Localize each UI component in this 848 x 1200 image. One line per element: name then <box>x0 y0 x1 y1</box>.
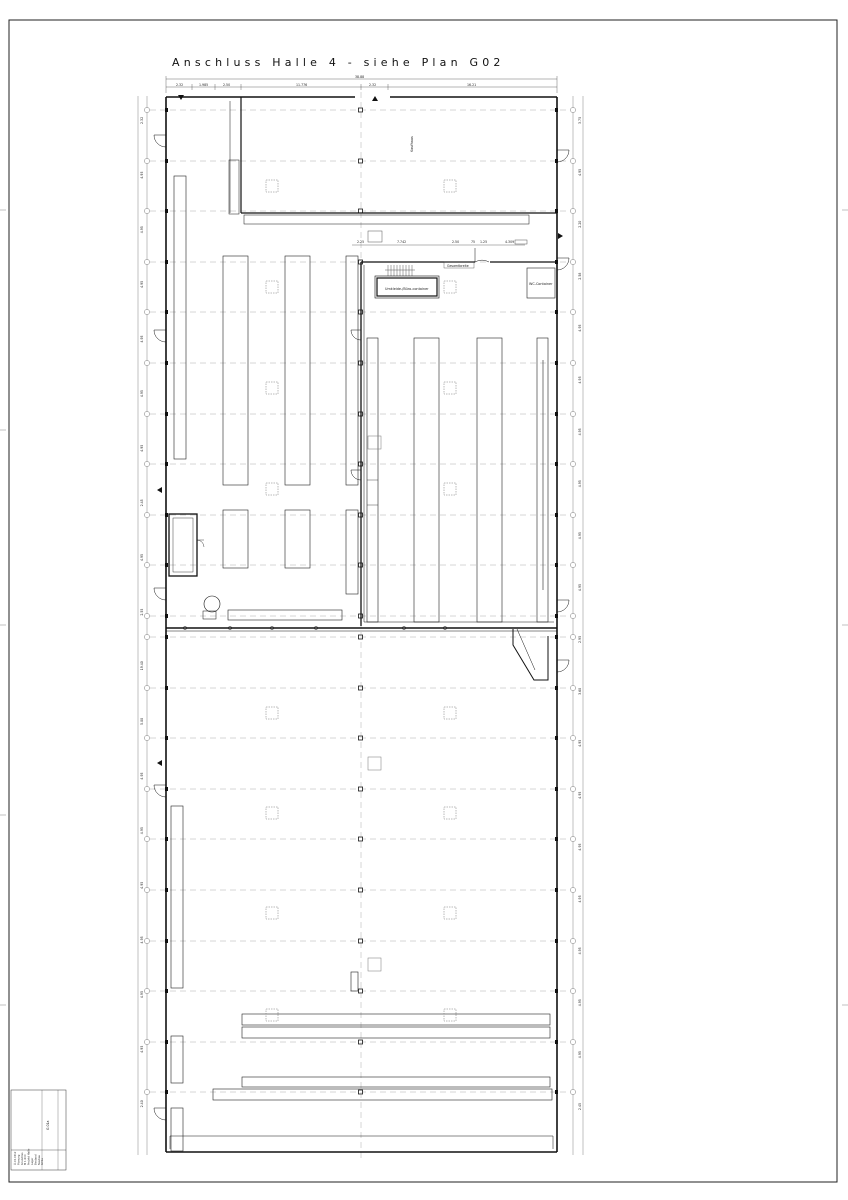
section-marker-icon <box>558 233 563 239</box>
grid-bubble-icon <box>144 259 149 264</box>
grid-bubble-icon <box>144 786 149 791</box>
top-dim-4: 11.776 <box>296 83 308 87</box>
dim-label: 4.95 <box>578 376 582 384</box>
column <box>359 939 363 943</box>
grid-bubble-icon <box>144 512 149 517</box>
dim-label: 4.95 <box>578 324 582 332</box>
grid-bubble-icon <box>144 309 149 314</box>
grid-bubble-icon <box>570 786 575 791</box>
column <box>359 159 363 163</box>
inner-dim-6: 4.309 <box>505 240 515 244</box>
dim-label: 19.40 <box>140 661 144 671</box>
grid-bubble-icon <box>570 988 575 993</box>
drawing-title: Anschluss Halle 4 - siehe Plan G02 <box>172 56 505 69</box>
dim-label: 4.95 <box>578 843 582 851</box>
grid-bubble-icon <box>144 208 149 213</box>
inner-dim-2: 7.742 <box>397 240 407 244</box>
title-block-text <box>12 1148 44 1165</box>
inner-hall-walls <box>361 248 557 626</box>
lower-door-wall <box>513 629 548 680</box>
section-marker-icon <box>157 487 162 493</box>
grid-bubble-icon <box>570 411 575 416</box>
plan-number: G 01a <box>46 1120 50 1130</box>
column <box>359 888 363 892</box>
column <box>359 736 363 740</box>
dim-label: 2.20 <box>578 220 582 228</box>
column <box>359 108 363 112</box>
dim-label: 3.75 <box>578 116 582 124</box>
title-block-line: M 1:200 <box>24 1154 28 1165</box>
column <box>359 787 363 791</box>
dim-label: 4.95 <box>140 936 144 944</box>
dim-label: 2.45 <box>140 499 144 507</box>
dim-label: 2.40 <box>140 1100 144 1108</box>
dim-label: 4.95 <box>578 532 582 540</box>
title-block-line: Planung <box>17 1154 21 1165</box>
door-label: Gesamtbreite <box>447 264 469 268</box>
structural-grid <box>144 92 575 1158</box>
right-dimension-chain <box>573 96 583 1155</box>
dim-label: 2.32 <box>140 116 144 124</box>
grid-bubble-icon <box>570 887 575 892</box>
dim-label: 5.00 <box>140 717 144 725</box>
sheet-frame <box>9 20 837 1182</box>
grid-bubble-icon <box>570 512 575 517</box>
grid-bubble-icon <box>570 461 575 466</box>
grid-bubble-icon <box>570 208 575 213</box>
kaufhaus-enclosure <box>229 97 557 224</box>
rack-group-upper-right <box>367 338 548 622</box>
grid-bubble-icon <box>144 685 149 690</box>
top-dim-5: 2.32 <box>369 83 377 87</box>
column <box>359 837 363 841</box>
column <box>359 686 363 690</box>
dim-label: 4.95 <box>578 739 582 747</box>
dim-label: 4.95 <box>140 881 144 889</box>
title-block-line: G01a <box>41 1158 45 1165</box>
grid-bubble-icon <box>570 634 575 639</box>
top-dim-3: 2.50 <box>223 83 231 87</box>
dim-label: 4.95 <box>578 947 582 955</box>
dim-label: 4.95 <box>140 171 144 179</box>
dim-label: 4.95 <box>578 583 582 592</box>
title-block-line: Ü.03.0312 <box>14 1151 17 1165</box>
dim-label: 2.45 <box>578 1102 582 1111</box>
dim-label: 2.95 <box>578 635 582 643</box>
grid-bubble-icon <box>144 988 149 993</box>
grid-bubble-icon <box>144 887 149 892</box>
stair-block <box>368 231 382 242</box>
dim-label: 4.95 <box>140 390 144 398</box>
grid-bubble-icon <box>144 360 149 365</box>
grid-bubble-icon <box>570 562 575 567</box>
grid-bubble-icon <box>570 1089 575 1094</box>
grid-bubble-icon <box>570 360 575 365</box>
grid-bubble-icon <box>144 735 149 740</box>
dim-label: 4.95 <box>140 553 144 562</box>
grid-bubble-icon <box>570 158 575 163</box>
side-room <box>169 514 204 576</box>
rack-group-upper-left <box>174 176 358 620</box>
left-dim-labels <box>140 117 144 1107</box>
tank-icon <box>204 596 220 612</box>
dim-label: 2.58 <box>578 272 582 280</box>
grid-bubble-icon <box>570 309 575 314</box>
grid-bubble-icon <box>144 461 149 466</box>
dim-label: 4.95 <box>578 999 582 1007</box>
grid-bubble-icon <box>144 634 149 639</box>
dim-label: 4.95 <box>140 772 144 780</box>
title-block-line: Grundriss <box>20 1152 24 1165</box>
grid-bubble-icon <box>144 562 149 567</box>
column <box>359 1090 363 1094</box>
grid-bubble-icon <box>570 613 575 618</box>
inner-dim-1: 2.25 <box>357 240 365 244</box>
grid-bubble-icon <box>144 613 149 618</box>
grid-bubble-icon <box>144 836 149 841</box>
title-block-line: Lager <box>31 1157 34 1165</box>
overall-width-dim: 38.88 <box>355 75 365 79</box>
dim-label: 4.95 <box>578 428 582 436</box>
dim-label: 4.95 <box>578 480 582 488</box>
grid-bubble-icon <box>570 836 575 841</box>
grid-bubble-icon <box>570 735 575 740</box>
title-block-line: Neubau <box>37 1154 41 1165</box>
title-block-line: Projekt Halle <box>27 1148 31 1165</box>
dim-label: 4.95 <box>140 1045 144 1053</box>
column <box>359 635 363 639</box>
dim-label: 4.95 <box>578 791 582 799</box>
container-right-label: WC-Container <box>529 282 553 286</box>
top-dim-1: 2.32 <box>176 83 184 87</box>
dim-label: 4.95 <box>578 895 582 903</box>
title-block-line: Bestand <box>34 1154 38 1165</box>
dim-label: 4.95 <box>140 827 144 835</box>
container-left-label: Umkleide-/Büro-container <box>385 287 429 291</box>
grid-bubble-icon <box>570 107 575 112</box>
inner-dim-3: 2.50 <box>452 240 460 244</box>
dim-label: 4.95 <box>140 226 144 234</box>
grid-bubble-icon <box>144 158 149 163</box>
stair-icon <box>385 265 415 276</box>
grid-bubble-icon <box>144 107 149 112</box>
column <box>359 1040 363 1044</box>
grid-bubble-icon <box>144 411 149 416</box>
dim-label: 4.95 <box>140 280 144 288</box>
grid-bubble-icon <box>570 685 575 690</box>
top-dim-6: 16.21 <box>467 83 477 87</box>
dim-label: 4.95 <box>578 1051 582 1059</box>
grid-bubble-icon <box>144 1039 149 1044</box>
dim-label: 2.55 <box>140 608 144 616</box>
room-label-kaufhaus: Kaufhaus <box>410 136 414 152</box>
grid-bubble-icon <box>570 259 575 264</box>
grid-bubble-icon <box>570 1039 575 1044</box>
dim-label: 4.95 <box>140 444 144 452</box>
column <box>359 989 363 993</box>
section-marker-icon <box>372 96 378 101</box>
dim-label: 4.95 <box>578 168 582 176</box>
grid-bubble-icon <box>570 938 575 943</box>
rack-group-lower <box>171 806 552 1151</box>
dim-label: 4.95 <box>140 990 144 999</box>
section-marker-icon <box>157 760 162 766</box>
dim-label: 3.60 <box>578 687 582 695</box>
grid-bubble-icon <box>144 938 149 943</box>
inner-dim-5: 1.25 <box>480 240 488 244</box>
inner-dim-4: 75 <box>471 240 476 244</box>
top-dim-2: 1.985 <box>199 83 209 87</box>
grid-bubble-icon <box>144 1089 149 1094</box>
right-dim-labels <box>578 117 582 1110</box>
dim-label: 4.95 <box>140 335 144 343</box>
